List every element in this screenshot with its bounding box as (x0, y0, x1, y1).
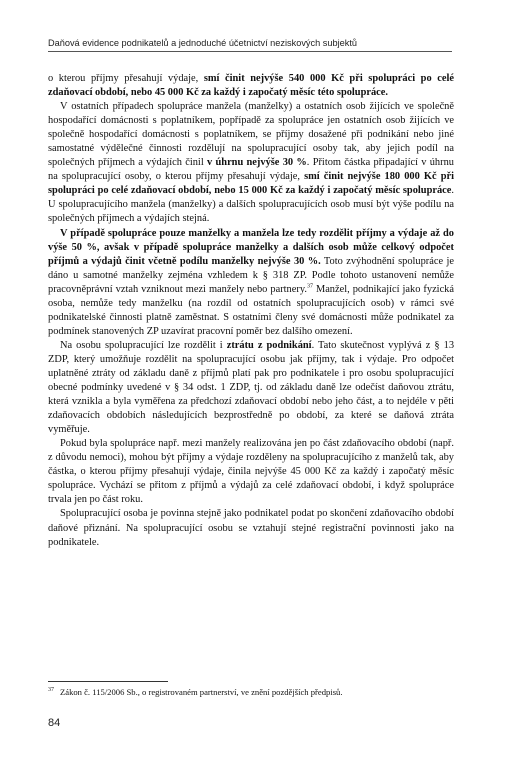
paragraph-6: Spolupracující osoba je povinna stejně jako podnikatel podat po skončení zdaňovacího období daňové přiznání. Na spolupracující osobu se vztahují stejné registrační povinnosti jako na podnikatele. (48, 508, 454, 548)
footnote-reference[interactable]: 37 (306, 283, 313, 290)
text-run: Na osobu spolupracující lze rozdělit i (60, 339, 227, 351)
text-run: V ostatních případech spolupráce manžela (manželky) a ostatních osob žijících ve společně hospodařící domácnosti s poplatníkem, popřípadě za spolupráce jen ostatních osob žijících ve společně hospodařící domácnosti s poplatníkem, se příjmy dosažené při podnikání nebo jiné samostatné výdělečné činnosti rozdělují na spolupracující osoby tak, aby jejich podíl na společných příjmech a výdajích činil (48, 101, 454, 169)
bold-run: smí činit nejvýše 540 000 Kč při spolupráci po celé zdaňovací období, nebo 45 000 Kč za každý i započatý měsíc této spolupráce. (48, 73, 454, 99)
bold-run: V případě spolupráce pouze manželky a manžela lze tedy rozdělit příjmy a výdaje až do výše 50 %, avšak v případě spolupráce manželky a dalších osob může celkový odpočet příjmů a výdajů činit včetně podílu manželky nejvýše 30 %. (48, 227, 454, 267)
bold-run: smí činit nejvýše 180 000 Kč při spolupráci po celé zdaňovací období, nebo 15 000 Kč za každý i započatý měsíc spolupráce (48, 171, 454, 197)
paragraph-3 (48, 227, 454, 339)
text-run: . U spolupracujícího manžela (manželky) a dalších spolupracujících osob musí být výše podílu na společných příjmech a výdajích stejná. (48, 185, 454, 225)
footnote-separator (48, 681, 168, 682)
paragraph-5: Pokud byla spolupráce např. mezi manžely realizována jen po část zdaňovacího období (např. z důvodu nemoci), mohou být příjmy a výdaje rozděleny na spolupracujícího z manželů tak, aby částka, o kterou příjmy přesahují výdaje, činila nejvýše 45 000 Kč za každý i započatý měsíc spolupráce. Vychází se přitom z příjmů a výdajů za celé zdaňovací období, i když spolupráce trvala jen po část roku. (48, 438, 454, 506)
paragraph-1 (48, 72, 454, 100)
page-number: 84 (48, 717, 61, 729)
paragraph-2 (48, 100, 454, 226)
footnote-number: 37 (48, 687, 54, 694)
text-run: o kterou příjmy přesahují výdaje, (48, 73, 204, 84)
text-run: Manžel, podnikající jako fyzická osoba, nemůže tedy manželku (na rozdíl od ostatních spolupracujících osob) v rámci své podnikatelské činnosti platně zaměstnat. S ostatními členy své domácnosti může podnikatel za podmínek stanovených ZP uzavírat pracovní poměr bez dalšího omezení. (48, 283, 454, 337)
body-text (48, 72, 454, 550)
footnote-text: Zákon č. 115/2006 Sb., o registrovaném partnerství, ve znění pozdějších předpisů. (60, 687, 343, 697)
text-run: . Tato skutečnost vyplývá z § 13 ZDP, který umožňuje rozdělit na spolupracující osobu jak příjmy, tak i výdaje. Pro odpočet uplatněné ztráty od základu daně z příjmů platí pak pro podnikatele i pro osobu spolupracující obecné podmínky uvedené v § 34 odst. 1 ZDP, tj. od základu daně lze odečíst daňovou ztrátu, která vznikla a byla vyměřena za předchozí zdaňovací období nebo jeho část, a to nejdéle v pěti zdaňovacích obdobích následujících bezprostředně po období, za které se daňová ztráta vyměřuje. (48, 339, 455, 436)
bold-run: ztrátu z podnikání (226, 339, 312, 351)
paragraph-4 (48, 339, 454, 437)
text-run: Toto zvýhodnění spolupráce je dáno u samotné manželky zejména vzhledem k § 318 ZP. Podle tohoto ustanovení nemůže pracovněprávní vztah vzniknout mezi manžely nebo partnery. (48, 255, 454, 295)
bold-run: v úhrnu nejvýše 30 % (207, 157, 307, 169)
footnote (48, 687, 454, 698)
running-header: Daňová evidence podnikatelů a jednoduché účetnictví neziskových subjektů (48, 38, 452, 52)
text-run: . Přitom částka připadající v úhrnu na spolupracující osoby, o kterou příjmy přesahují výdaje, (48, 157, 454, 183)
